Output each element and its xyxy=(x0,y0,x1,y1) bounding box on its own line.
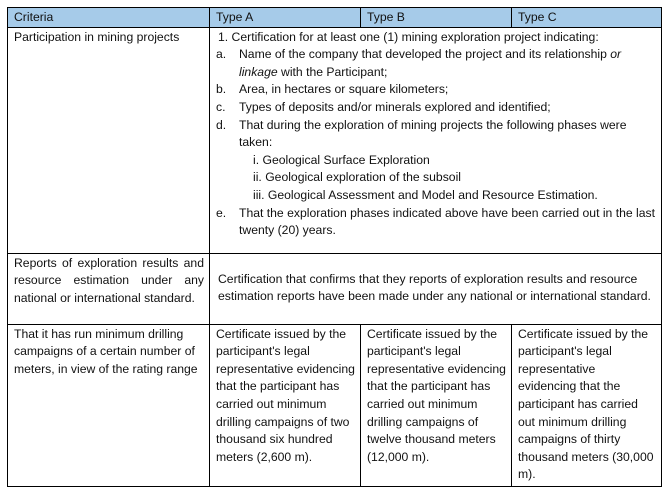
header-type-c: Type C xyxy=(512,8,662,28)
row-drilling xyxy=(8,324,662,486)
item-text: Area, in hectares or square kilometers; xyxy=(239,82,449,97)
item-text: Name of the company that developed the project and its relationship xyxy=(239,47,611,62)
criteria-drilling: That it has run minimum drilling campaigns of a certain number of meters, in view of the rating range xyxy=(8,324,210,486)
header-criteria: Criteria xyxy=(8,8,210,28)
phase-item: ii. Geological exploration of the subsoil xyxy=(253,170,461,185)
item-letter: b. xyxy=(216,82,227,97)
participation-intro: 1. Certification for at least one (1) mining exploration project indicating: xyxy=(218,29,599,44)
criteria-participation: Participation in mining projects xyxy=(8,27,210,253)
criteria-reports: Reports of exploration results and resource estimation under any national or international standard. xyxy=(8,253,210,324)
header-type-a: Type A xyxy=(210,8,361,28)
phase-list xyxy=(239,152,656,205)
header-row xyxy=(8,8,662,28)
item-text: That during the exploration of mining projects the following phases were taken: xyxy=(239,117,627,150)
item-letter: c. xyxy=(216,99,226,114)
criteria-table xyxy=(7,7,662,487)
item-letter: d. xyxy=(216,117,227,132)
item-emphasis: or linkage xyxy=(239,47,622,79)
requirement-item xyxy=(216,81,656,99)
row-participation xyxy=(8,27,662,253)
phase-item: iii. Geological Assessment and Model and Resource Estimation. xyxy=(253,187,598,202)
item-letter: a. xyxy=(216,47,227,62)
item-text-end: with the Participant; xyxy=(277,64,388,79)
row-reports xyxy=(8,253,662,324)
header-type-b: Type B xyxy=(361,8,512,28)
drilling-type-b: Certificate issued by the participant's legal representative evidencing that the participant has carried out minimum drilling campaigns of twelve thousand meters (12,000 m). xyxy=(361,324,512,486)
reports-requirement: Certification that confirms that they reports of exploration results and resource estimation reports have been made under any national or international standard. xyxy=(210,253,662,324)
requirement-item xyxy=(216,99,656,117)
requirement-item xyxy=(216,46,656,81)
item-text: That the exploration phases indicated above have been carried out in the last twenty (20) years. xyxy=(239,205,656,238)
item-text: Types of deposits and/or minerals explored and identified; xyxy=(239,99,551,114)
participation-requirements xyxy=(210,27,662,253)
requirement-item xyxy=(216,117,656,205)
drilling-type-c: Certificate issued by the participant's legal representative evidencing that the participant has carried out minimum drilling campaigns of thirty thousand meters (30,000 m). xyxy=(512,324,662,486)
item-letter: e. xyxy=(216,205,227,220)
drilling-type-a: Certificate issued by the participant's legal representative evidencing that the participant has carried out minimum drilling campaigns of two thousand six hundred meters (2,600 m). xyxy=(210,324,361,486)
requirement-list xyxy=(216,46,656,240)
phase-item: i. Geological Surface Exploration xyxy=(253,152,430,167)
requirement-item xyxy=(216,205,656,240)
